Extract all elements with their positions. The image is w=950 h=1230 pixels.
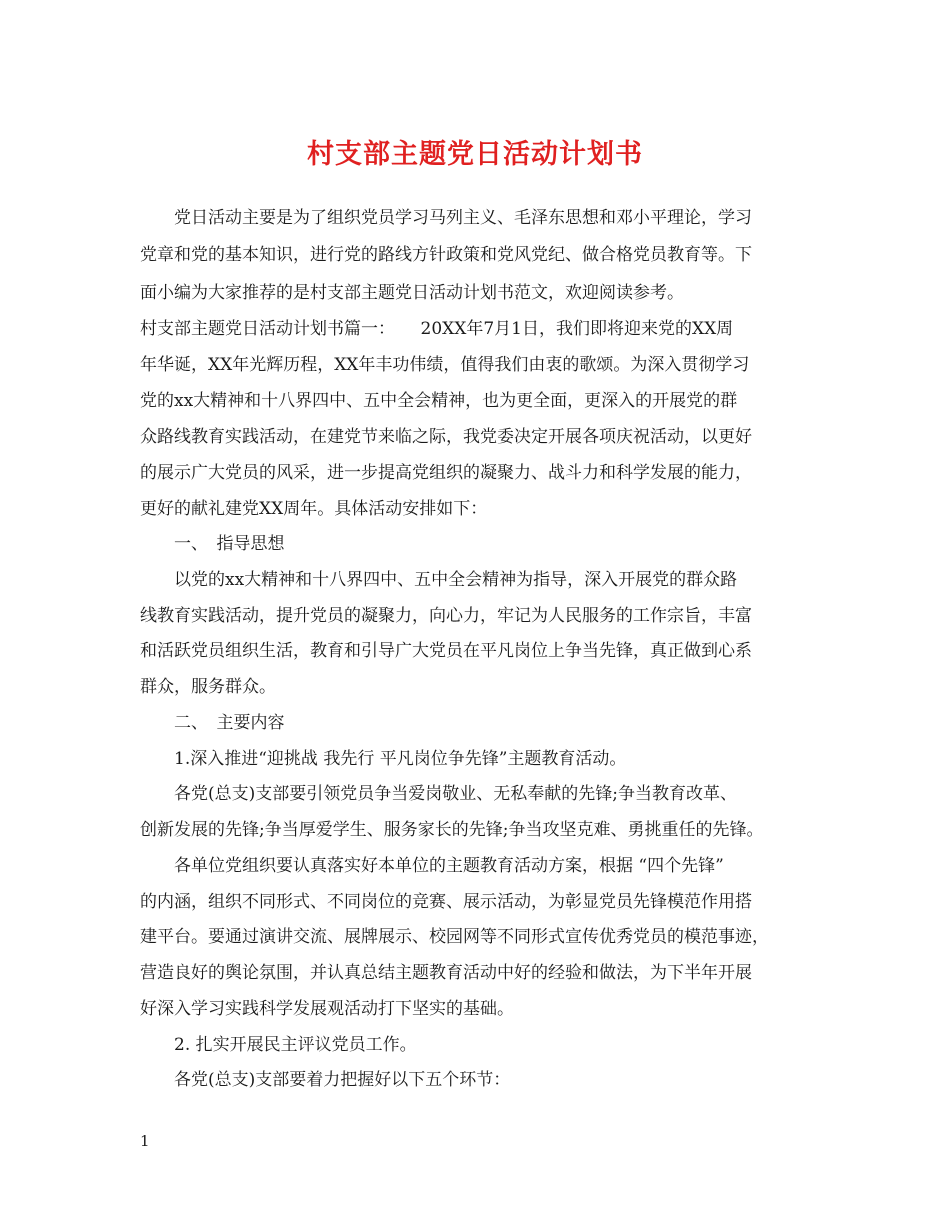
body-line: 和活跃党员组织生活，教育和引导广大党员在平凡岗位上争当先锋，真正做到心系 [140, 641, 752, 661]
body-line: 各党(总支)支部要着力把握好以下五个环节： [140, 1070, 511, 1090]
body-line: 的内涵，组织不同形式、不同岗位的竞赛、展示活动，为彰显党员先锋模范作用搭 [140, 892, 752, 912]
section-heading: 二、 主要内容 [140, 713, 285, 733]
body-line: 党日活动主要是为了组织党员学习马列主义、毛泽东思想和邓小平理论，学习 [140, 208, 752, 228]
body-line: 1.深入推进“迎挑战 我先行 平凡岗位争先锋”主题教育活动。 [140, 749, 627, 769]
body-line: 各党(总支)支部要引领党员争当爱岗敬业、无私奉献的先锋;争当教育改革、 [140, 784, 737, 804]
document-title: 村支部主题党日活动计划书 [307, 139, 643, 170]
body-line: 以党的xx大精神和十八界四中、五中全会精神为指导，深入开展党的群众路 [140, 570, 738, 590]
body-line: 2. 扎实开展民主评议党员工作。 [140, 1035, 417, 1055]
body-line: 好深入学习实践科学发展观活动打下坚实的基础。 [140, 999, 514, 1019]
body-line: 更好的献礼建党XX周年。具体活动安排如下： [140, 499, 488, 519]
body-line: 村支部主题党日活动计划书篇一： 20XX年7月1日，我们即将迎来党的XX周 [140, 319, 734, 339]
body-line: 营造良好的舆论氛围，并认真总结主题教育活动中好的经验和做法，为下半年开展 [140, 963, 752, 983]
body-line: 各单位党组织要认真落实好本单位的主题教育活动方案，根据 “四个先锋” [140, 856, 724, 876]
body-line: 创新发展的先锋;争当厚爱学生、服务家长的先锋;争当攻坚克难、勇挑重任的先锋。 [140, 820, 764, 840]
body-line: 线教育实践活动，提升党员的凝聚力，向心力，牢记为人民服务的工作宗旨，丰富 [140, 606, 752, 626]
body-line: 建平台。要通过演讲交流、展牌展示、校园网等不同形式宣传优秀党员的模范事迹， [140, 927, 769, 947]
body-line: 面小编为大家推荐的是村支部主题党日活动计划书范文，欢迎阅读参考。 [140, 283, 684, 303]
body-line: 的展示广大党员的风采，进一步提高党组织的凝聚力、战斗力和科学发展的能力， [140, 463, 752, 483]
section-heading: 一、 指导思想 [140, 534, 285, 554]
body-line: 众路线教育实践活动，在建党节来临之际，我党委决定开展各项庆祝活动，以更好 [140, 427, 752, 447]
body-line: 群众，服务群众。 [140, 677, 276, 697]
body-line: 党的xx大精神和十八界四中、五中全会精神，也为更全面，更深入的开展党的群 [140, 391, 738, 411]
body-line: 年华诞，XX年光辉历程，XX年丰功伟绩，值得我们由衷的歌颂。为深入贯彻学习 [140, 355, 750, 375]
body-line: 党章和党的基本知识，进行党的路线方针政策和党风党纪、做合格党员教育等。下 [140, 245, 752, 265]
page-number: 1 [140, 1132, 150, 1150]
